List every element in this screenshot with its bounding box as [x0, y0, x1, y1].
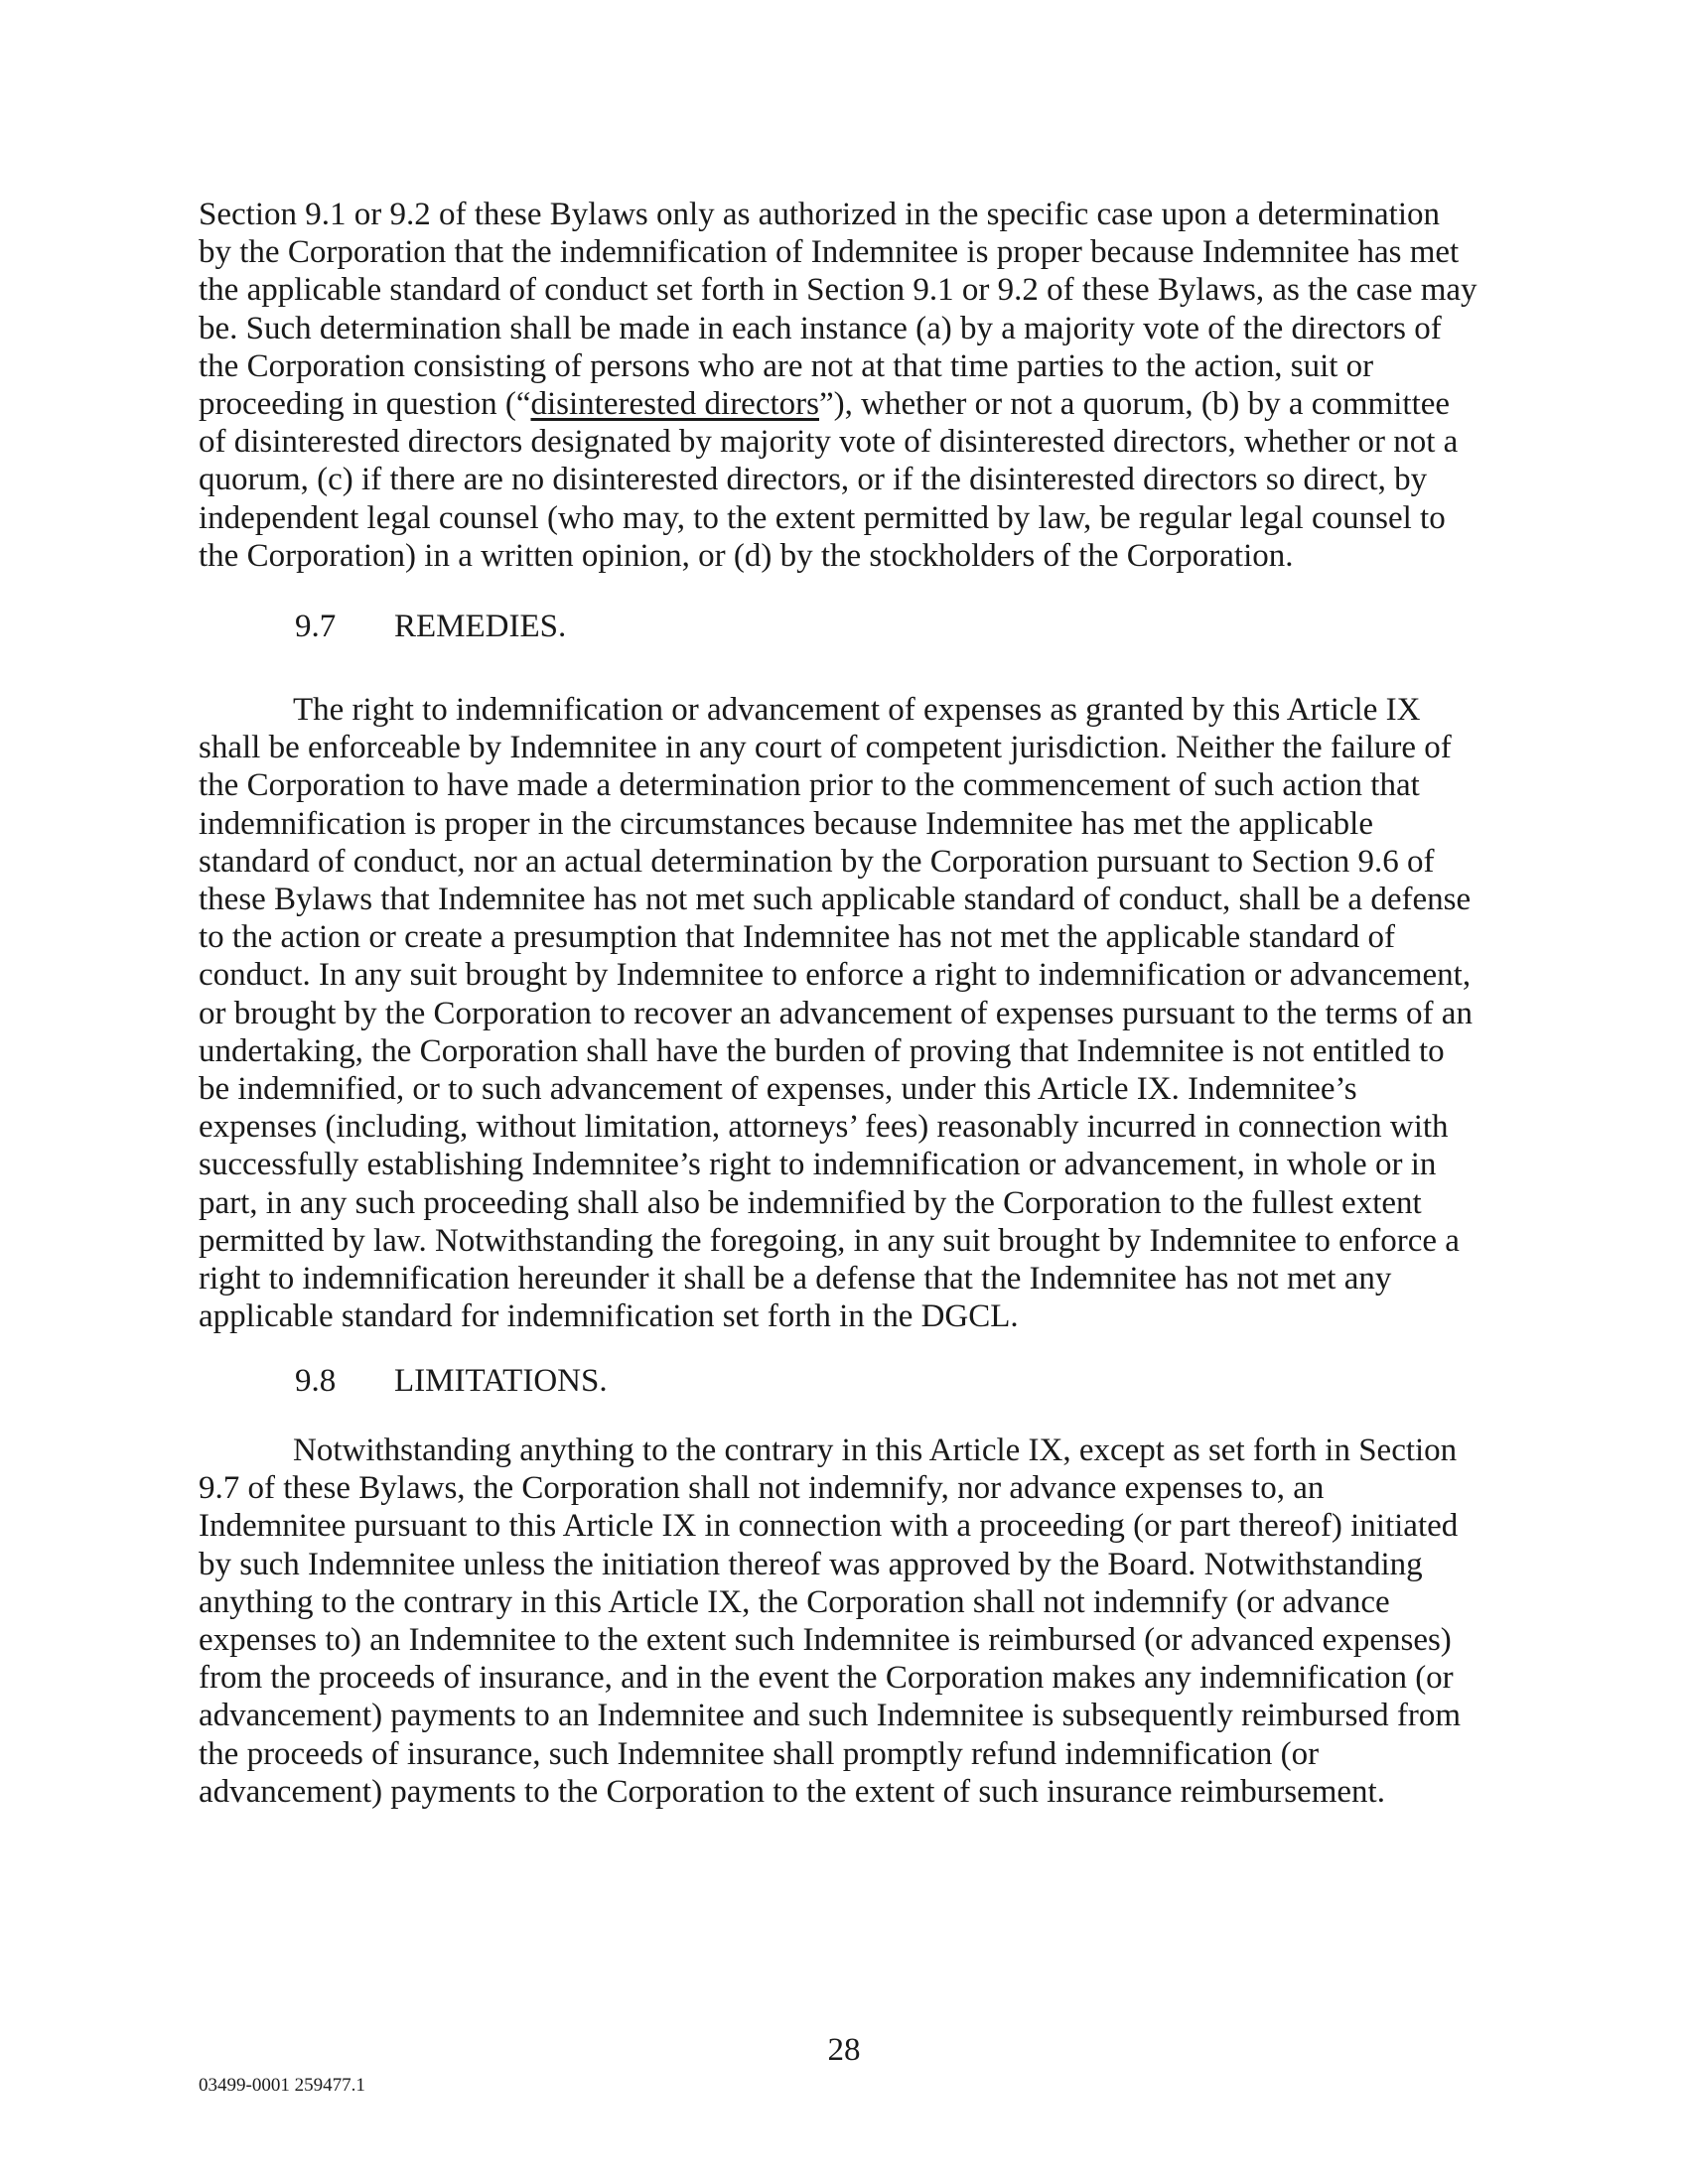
section-number: 9.8: [295, 1363, 337, 1399]
paragraph-determination-text-start: Section 9.1 or 9.2 of these Bylaws only as authorized in the specific case upon a determination by the Corporation that the indemnification of Indemnitee is proper because Indemnitee has met the applicable standard of conduct set forth in Section 9.1 or 9.2 of these Bylaws, as the case may be. Such determination shall be made in each instance (a) by a majority vote of the directors of the Corporation consisting of persons who are not at that time parties to the action, suit or proceeding in question (“: [199, 197, 1477, 423]
section-number: 9.7: [295, 609, 337, 644]
paragraph-determination: [199, 196, 1479, 575]
section-title: LIMITATIONS.: [394, 1363, 608, 1399]
section-title: REMEDIES.: [394, 609, 567, 644]
section-heading-remedies: [295, 608, 566, 645]
section-heading-limitations: [295, 1362, 608, 1400]
defined-term-disinterested-directors: disinterested directors: [530, 386, 819, 423]
document-identifier: 03499-0001 259477.1: [199, 2075, 365, 2096]
paragraph-determination-text-end: ”), whether or not a quorum, (b) by a committee of disinterested directors designated by majority vote of disinterested directors, whether or not a quorum, (c) if there are no disinterested directors, or if the disinterested directors so direct, by independent legal counsel (who may, to the extent permitted by law, be regular legal counsel to the Corporation) in a written opinion, or (d) by the stockholders of the Corporation.: [199, 386, 1459, 574]
paragraph-limitations: Notwithstanding anything to the contrary in this Article IX, except as set forth in Section 9.7 of these Bylaws, the Corporation shall not indemnify, nor advance expenses to, an Indemnitee pursuant to this Article IX in connection with a proceeding (or part thereof) initiated by such Indemnitee unless the initiation thereof was approved by the Board. Notwithstanding anything to the contrary in this Article IX, the Corporation shall not indemnify (or advance expenses to) an Indemnitee to the extent such Indemnitee is reimbursed (or advanced expenses) from the proceeds of insurance, and in the event the Corporation makes any indemnification (or advancement) payments to an Indemnitee and such Indemnitee is subsequently reimbursed from the proceeds of insurance, such Indemnitee shall promptly refund indemnification (or advancement) payments to the Corporation to the extent of such insurance reimbursement.: [199, 1433, 1462, 1810]
page-number: 28: [827, 2032, 861, 2068]
paragraph-remedies: The right to indemnification or advancement of expenses as granted by this Article IX shall be enforceable by Indemnitee in any court of competent jurisdiction. Neither the failure of the Corporation to have made a determination prior to the commencement of such action that indemnification is proper in the circumstances because Indemnitee has met the applicable standard of conduct, nor an actual determination by the Corporation pursuant to Section 9.6 of these Bylaws that Indemnitee has not met such applicable standard of conduct, shall be a defense to the action or create a presumption that Indemnitee has not met the applicable standard of conduct. In any suit brought by Indemnitee to enforce a right to indemnification or advancement, or brought by the Corporation to recover an advancement of expenses pursuant to the terms of an undertaking, the Corporation shall have the burden of proving that Indemnitee is not entitled to be indemnified, or to such advancement of expenses, under this Article IX. Indemnitee’s expenses (including, without limitation, attorneys’ fees) reasonably incurred in connection with successfully establishing Indemnitee’s right to indemnification or advancement, in whole or in part, in any such proceeding shall also be indemnified by the Corporation to the fullest extent permitted by law. Notwithstanding the foregoing, in any suit brought by Indemnitee to enforce a right to indemnification hereunder it shall be a defense that the Indemnitee has not met any applicable standard for indemnification set forth in the DGCL.: [199, 692, 1473, 1335]
